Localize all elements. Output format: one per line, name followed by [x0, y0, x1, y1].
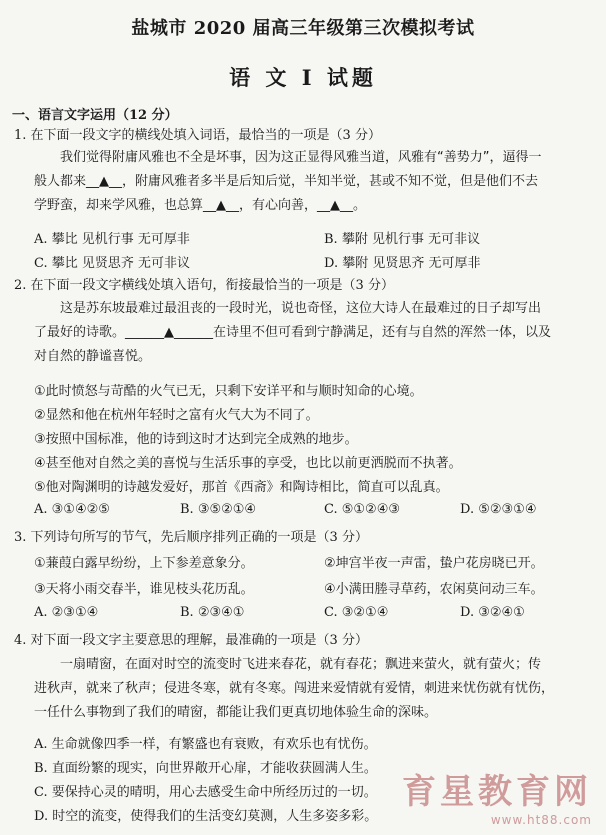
exam-title: 盐城市 2020 届高三年级第三次模拟考试	[131, 18, 475, 39]
q1-line-3: 学野蛮，却来学风雅，也总算__▲__，有心向善，__▲__。	[34, 198, 366, 213]
q1-stem: 1. 在下面一段文字的横线处填入词语，最恰当的一项是（3 分）	[14, 128, 381, 143]
q4-passage	[34, 653, 594, 725]
q4-option-d[interactable]: D. 时空的流变，使得我们的生活变幻莫测，人生多姿多彩。	[34, 809, 378, 824]
q1-option-d[interactable]: D. 攀附 见贤思齐 无可厚非	[324, 256, 481, 271]
q4-line-2: 进秋声，就来了秋声；侵进冬寒，就有冬寒。闯进来爱情就有爱情，刺进来忧伤就有忧伤，	[34, 681, 555, 696]
q4-line-1: 一扇晴窗，在面对时空的流变时飞进来春花，就有春花；飘进来萤火，就有萤火；传	[60, 657, 542, 672]
watermark-url: www.ht88.com	[490, 813, 592, 827]
q1-option-c[interactable]: C. 攀比 见贤思齐 无可非议	[34, 256, 191, 271]
q3-option-b[interactable]: B. ②③④①	[180, 605, 245, 620]
q1-line-1: 我们觉得附庸风雅也不全是坏事，因为这正显得风雅当道，风雅有“善势力”，逼得一	[60, 150, 542, 165]
q3-option-a[interactable]: A. ②③①④	[34, 605, 99, 620]
q1-passage	[34, 146, 594, 218]
q3-item-2: ②坤宫半夜一声雷，蛰户花房晓已开。	[324, 556, 544, 571]
q1-line-2: 般人都来__▲__，附庸风雅者多半是后知后觉，半知半觉，甚或不知不觉，但是他们不去	[34, 174, 538, 189]
watermark-logo-text: 育星教育网	[402, 772, 592, 812]
q2-item-5: ⑤他对陶渊明的诗越发爱好，那首《西斋》和陶诗相比，简直可以乱真。	[34, 480, 449, 495]
site-watermark	[402, 764, 592, 827]
q3-item-4: ④小满田塍寻草药，农闲莫问动三车。	[324, 582, 544, 597]
q3-option-c[interactable]: C. ③②①④	[324, 605, 389, 620]
q2-option-c[interactable]: C. ⑤①②④③	[324, 502, 401, 517]
q2-line-1: 这是苏东坡最难过最沮丧的一段时光，说也奇怪，这位大诗人在最难过的日子却写出	[60, 301, 542, 316]
q4-option-b[interactable]: B. 直面纷繁的现实，向世界敞开心扉，才能收获圆满人生。	[34, 761, 377, 776]
q2-option-b[interactable]: B. ③⑤②①④	[180, 502, 257, 517]
q2-option-a[interactable]: A. ③①④②⑤	[34, 502, 110, 517]
q2-item-4: ④甚至他对自然之美的喜悦与生活乐事的享受，也比以前更洒脱而不执著。	[34, 456, 462, 471]
q2-item-2: ②显然和他在杭州年轻时之富有火气大为不同了。	[34, 408, 319, 423]
q2-item-3: ③按照中国标准，他的诗到这时才达到完全成熟的地步。	[34, 432, 358, 447]
q2-passage	[34, 297, 594, 369]
q4-stem: 4. 对下面一段文字主要意思的理解，最准确的一项是（3 分）	[14, 633, 368, 648]
q3-stem: 3. 下列诗句所写的节气，先后顺序排列正确的一项是（3 分）	[14, 530, 368, 545]
exam-subtitle: 语 文 Ⅰ 试题	[229, 65, 377, 90]
q3-option-d[interactable]: D. ③②④①	[460, 605, 525, 620]
q2-stem: 2. 在下面一段文字横线处填入语句，衔接最恰当的一项是（3 分）	[14, 278, 394, 293]
q1-option-a[interactable]: A. 攀比 见机行事 无可厚非	[34, 232, 190, 247]
q2-option-d[interactable]: D. ⑤②③①④	[460, 502, 537, 517]
q3-item-1: ①蒹葭白露早纷纷，上下参差意象分。	[34, 556, 254, 571]
q2-line-3: 对自然的静谧喜悦。	[34, 349, 152, 364]
q3-item-3: ③天将小雨交春半，谁见枝头花历乱。	[34, 582, 254, 597]
q4-line-3: 一任什么事物到了我们的晴窗，都能让我们更真切地体验生命的深味。	[34, 705, 438, 720]
q4-option-a[interactable]: A. 生命就像四季一样，有繁盛也有衰败，有欢乐也有忧伤。	[34, 737, 377, 752]
q2-item-1: ①此时愤怒与苛酷的火气已无，只剩下安详平和与顺时知命的心境。	[34, 384, 423, 399]
q1-option-b[interactable]: B. 攀附 见机行事 无可非议	[324, 232, 481, 247]
section-heading: 一、语言文字运用（12 分）	[12, 108, 178, 123]
q4-option-c[interactable]: C. 要保持心灵的晴明，用心去感受生命中所经历过的一切。	[34, 785, 377, 800]
q2-line-2: 了最好的诗歌。______▲______在诗里不但可看到宁静满足，还有与自然的浑然一体，以及	[34, 325, 551, 340]
